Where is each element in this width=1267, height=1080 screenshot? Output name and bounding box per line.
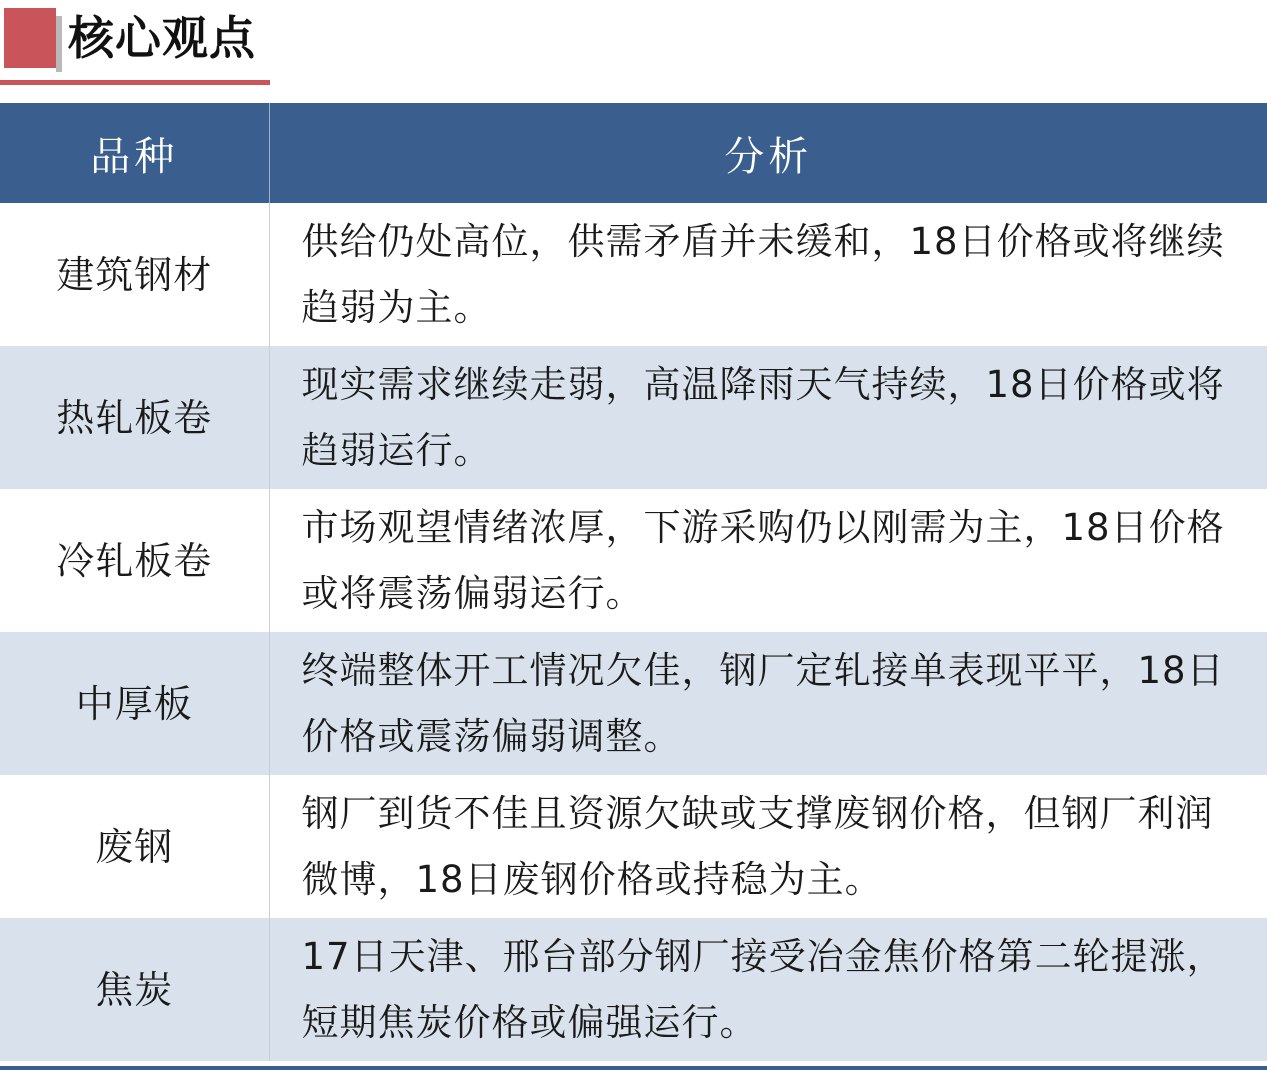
row-kind-label: 热轧板卷: [0, 346, 269, 489]
table-row: [0, 489, 1267, 632]
section-header: [0, 0, 1267, 88]
row-kind-label: 中厚板: [0, 632, 269, 775]
row-analysis-text: 17日天津、邢台部分钢厂接受冶金焦价格第二轮提涨，短期焦炭价格或偏强运行。: [269, 918, 1267, 1061]
row-analysis-text: 供给仍处高位，供需矛盾并未缓和，18日价格或将继续趋弱为主。: [269, 203, 1267, 346]
row-kind-label: 建筑钢材: [0, 203, 269, 346]
table-row: [0, 632, 1267, 775]
section-marker: [4, 8, 56, 68]
column-header-kind: 品种: [0, 103, 269, 203]
table-row: [0, 346, 1267, 489]
row-kind-label: 冷轧板卷: [0, 489, 269, 632]
table-row: [0, 203, 1267, 346]
row-analysis-text: 现实需求继续走弱，高温降雨天气持续，18日价格或将趋弱运行。: [269, 346, 1267, 489]
table-bottom-rule: [0, 1066, 1267, 1070]
section-title-underline: [0, 80, 270, 85]
row-analysis-text: 钢厂到货不佳且资源欠缺或支撑废钢价格，但钢厂利润微博，18日废钢价格或持稳为主。: [269, 775, 1267, 918]
row-analysis-text: 终端整体开工情况欠佳，钢厂定轧接单表现平平，18日价格或震荡偏弱调整。: [269, 632, 1267, 775]
row-kind-label: 废钢: [0, 775, 269, 918]
row-analysis-text: 市场观望情绪浓厚，下游采购仍以刚需为主，18日价格或将震荡偏弱运行。: [269, 489, 1267, 632]
column-header-analysis: 分析: [269, 103, 1267, 203]
analysis-table: [0, 103, 1267, 1061]
table-row: [0, 918, 1267, 1061]
section-title: 核心观点: [68, 11, 256, 65]
analysis-table-container: [0, 103, 1267, 1068]
row-kind-label: 焦炭: [0, 918, 269, 1061]
table-row: [0, 775, 1267, 918]
section-marker-shadow: [56, 16, 62, 72]
table-header-row: [0, 103, 1267, 203]
